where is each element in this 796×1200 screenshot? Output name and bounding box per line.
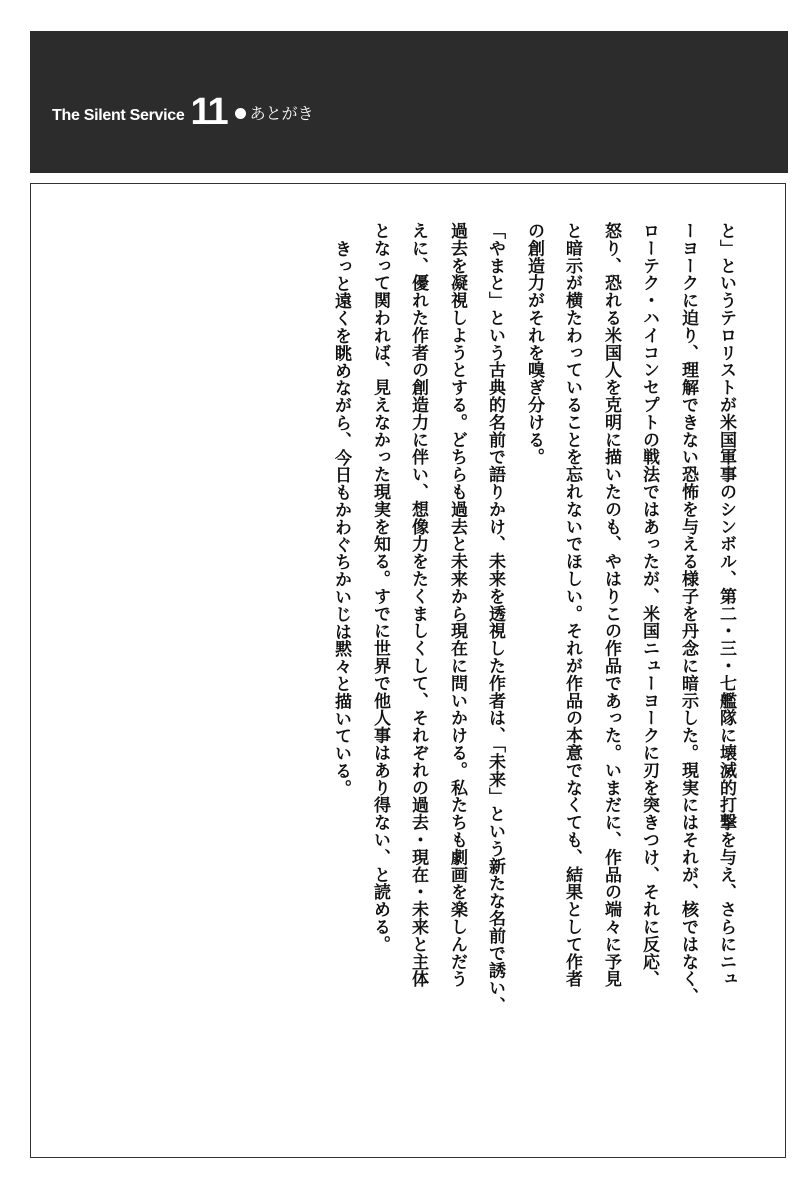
section-title: あとがき xyxy=(249,104,314,123)
text-column: 過去を凝視しようとする。どちらも過去と未来から現在に問いかける。私たちも劇画を楽しんだう xyxy=(447,222,467,988)
text-column: きっと遠くを眺めながら、今日もかわぐちかいじは黙々と描いている。 xyxy=(331,240,351,797)
bullet-icon xyxy=(235,108,246,119)
text-column: ーヨークに迫り、理解できない恐怖を与える様子を丹念に暗示した。現実にはそれが、核ではなく、 xyxy=(678,222,698,1005)
text-column: と」というテロリストが米国軍事のシンボル、第二・三・七艦隊に壊滅的打撃を与え、さらにニュ xyxy=(716,222,736,988)
text-column: と暗示が横たわっていることを忘れないでほしい。それが作品の本意でなくても、結果として作者 xyxy=(562,222,582,988)
header-title xyxy=(52,89,314,133)
text-column: となって関われば、見えなかった現実を知る。すでに世界で他人事はあり得ない、と読める。 xyxy=(370,222,390,953)
text-column: の創造力がそれを嗅ぎ分ける。 xyxy=(524,222,544,466)
text-column: 「やまと」という古典的名前で語りかけ、未来を透視した作者は、「未来」という新たな名前で誘い、 xyxy=(485,222,505,1014)
series-title: The Silent Service xyxy=(52,107,185,124)
volume-number: 11 xyxy=(190,91,227,133)
text-column: えに、優れた作者の創造力に伴い、想像力をたくましくして、それぞれの過去・現在・未来と主体 xyxy=(408,222,428,988)
text-column: 怒り、恐れる米国人を克明に描いたのも、やはりこの作品であった。いまだに、作品の端々に予見 xyxy=(601,222,621,988)
text-column: ローテク・ハイコンセプトの戦法ではあったが、米国ニューヨークに刃を突きつけ、それに反応、 xyxy=(639,222,659,988)
header-banner xyxy=(30,31,788,173)
